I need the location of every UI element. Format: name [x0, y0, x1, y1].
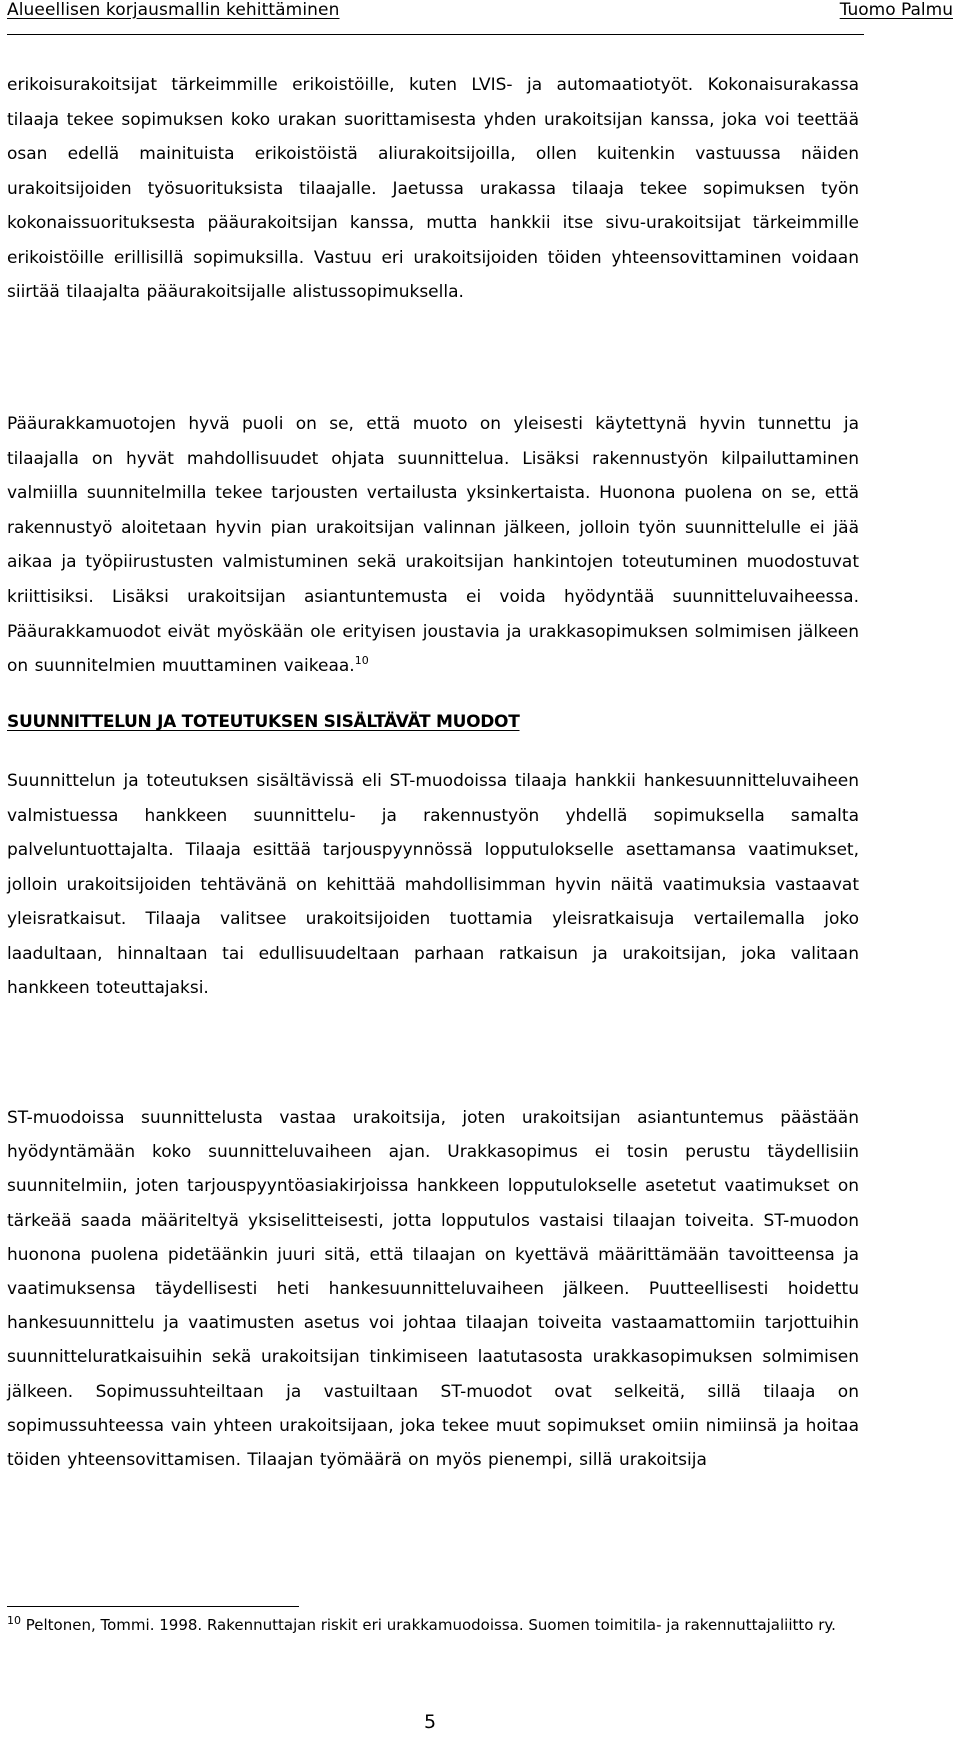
section-heading: SUUNNITTELUN JA TOTEUTUKSEN SISÄLTÄVÄT MUODOT: [7, 712, 520, 732]
footnote-separator: [7, 1606, 299, 1607]
page-number: 5: [423, 1711, 437, 1733]
running-header: [7, 0, 953, 35]
footnote-number: 10: [7, 1614, 21, 1627]
paragraph-2: [7, 407, 859, 684]
author-name: Tuomo Palmu: [839, 0, 953, 20]
footnote-reference: 10: [354, 654, 369, 668]
paragraph-2-text: Pääurakkamuotojen hyvä puoli on se, että muoto on yleisesti käytettynä hyvin tunnettu ja tilaajalla on hyvät mahdollisuudet ohjata suunnittelua. Lisäksi rakennustyön kilpailuttaminen valmiilla suunnitelmilla tekee tarjousten vertailusta yksinkertaista. Huonona puolena on se, että rakennustyö aloitetaan hyvin pian urakoitsijan valinnan jälkeen, jolloin työn suunnittelulle ei jää aikaa ja työpiirustusten valmistuminen sekä urakoitsijan hankintojen toteutuminen muodostuvat kriittisiksi. Lisäksi urakoitsijan asiantuntemusta ei voida hyödyntää suunnitteluvaiheessa. Pääurakkamuodot eivät myöskään ole erityisen joustavia ja urakkasopimuksen solmimisen jälkeen on suunnitelmien muuttaminen vaikeaa.: [7, 414, 859, 677]
paragraph-1: erikoisurakoitsijat tärkeimmille erikoistöille, kuten LVIS- ja automaatiotyöt. Kokonaisurakassa tilaaja tekee sopimuksen koko urakan suorittamisesta yhden urakoitsijan kanssa, joka voi teettää osan edellä mainituista erikoistöistä aliurakoitsijoilla, ollen kuitenkin vastuussa näiden urakoitsijoiden työsuorituksista tilaajalle. Jaetussa urakassa tilaaja tekee sopimuksen työn kokonaissuorituksesta pääurakoitsijan kanssa, mutta hankkii itse sivu-urakoitsijat tärkeimmille erikoistöille erillisillä sopimuksilla. Vastuu eri urakoitsijoiden töiden yhteensovittaminen voidaan siirtää tilaajalta pääurakoitsijalle alistussopimuksella.: [7, 75, 859, 302]
footnote-text: Peltonen, Tommi. 1998. Rakennuttajan riskit eri urakkamuodoissa. Suomen toimitila- ja rakennuttajaliitto ry.: [21, 1616, 836, 1634]
paragraph-3: Suunnittelun ja toteutuksen sisältävissä eli ST-muodoissa tilaaja hankkii hankesuunnitteluvaiheen valmistuessa hankkeen suunnittelu- ja rakennustyön yhdellä sopimuksella samalta palveluntuottajalta. Tilaaja esittää tarjouspyynnössä lopputulokselle asettamansa vaatimukset, jolloin urakoitsijoiden tehtävänä on kehittää mahdollisimman hyvin näitä vaatimuksia vastaavat yleisratkaisut. Tilaaja valitsee urakoitsijoiden tuottamia yleisratkaisuja vertailemalla joko laadultaan, hinnaltaan tai edullisuudeltaan parhaan ratkaisun ja urakoitsijan, joka valitaan hankkeen toteuttajaksi.: [7, 771, 859, 998]
document-title: Alueellisen korjausmallin kehittäminen: [7, 0, 340, 20]
paragraph-4: ST-muodoissa suunnittelusta vastaa urakoitsija, joten urakoitsijan asiantuntemus päästään hyödyntämään koko suunnitteluvaiheen ajan. Urakkasopimus ei tosin perustu täydellisiin suunnitelmiin, joten tarjouspyyntöasiakirjoissa hankkeen lopputulokselle asetetut vaatimukset on tärkeää saada määriteltyä yksiselitteisesti, jotta lopputulos vastaisi tilaajan toiveita. ST-muodon huonona puolena pidetäänkin juuri sitä, että tilaajan on kyettävä määrittämään tavoitteensa ja vaatimuksensa täydellisesti heti hankesuunnitteluvaiheen jälkeen. Puutteellisesti hoidettu hankesuunnittelu ja vaatimusten asetus voi johtaa tilaajan toiveita vastaamattomiin tarjottuihin suunnitteluratkaisuihin sekä urakoitsijan tinkimiseen laatutasosta urakkasopimuksen solmimisen jälkeen. Sopimussuhteiltaan ja vastuiltaan ST-muodot ovat selkeitä, sillä tilaaja on sopimussuhteessa vain yhteen urakoitsijaan, joka tekee muut sopimukset omiin nimiinsä ja hoitaa töiden yhteensovittamisen. Tilaajan työmäärä on myös pienempi, sillä urakoitsija: [7, 1108, 859, 1471]
footnote: [7, 1612, 859, 1638]
